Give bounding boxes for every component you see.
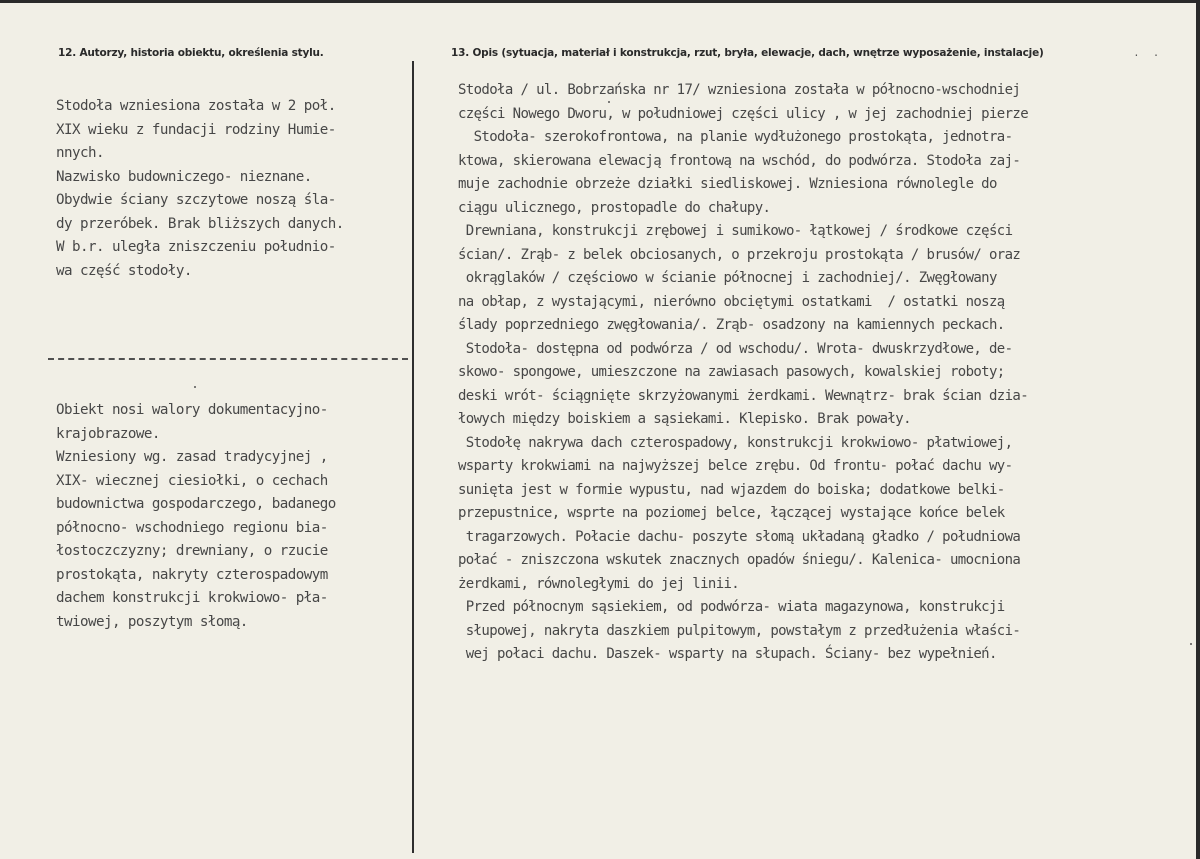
style-text-block bbox=[56, 399, 336, 634]
paper-speck bbox=[194, 386, 196, 388]
description-line: na obłap, z wystającymi, nierówno obciętymi ostatkami / ostatki noszą bbox=[458, 293, 1005, 310]
description-line: słupowej, nakryta daszkiem pulpitowym, powstałym z przedłużenia właści- bbox=[458, 622, 1021, 639]
style-line: łostoczczyzny; drewniany, o rzucie bbox=[56, 543, 328, 559]
description-line: wsparty krokwiami na najwyższej belce zrębu. Od frontu- połać dachu wy- bbox=[458, 458, 1013, 474]
description-line: deski wrót- ściągnięte skrzyżowanymi żerdkami. Wewnątrz- brak ścian dzia- bbox=[458, 387, 1029, 404]
description-line: przepustnice, wsprte na poziomej belce, łączącej wystające końce belek bbox=[458, 505, 1005, 521]
description-line: Przed północnym sąsiekiem, od podwórza- wiata magazynowa, konstrukcji bbox=[458, 599, 1005, 615]
history-line: Obydwie ściany szczytowe noszą śla- bbox=[56, 192, 336, 208]
description-line: ślady poprzedniego zwęgłowania/. Zrąb- osadzony na kamiennych peckach. bbox=[458, 317, 1005, 333]
style-line: północno- wschodniego regionu bia- bbox=[56, 519, 328, 536]
history-line: Nazwisko budowniczego- nieznane. bbox=[56, 168, 312, 185]
description-line: połać - zniszczona wskutek znacznych opadów śniegu/. Kalenica- umocniona bbox=[458, 552, 1021, 568]
history-text-block bbox=[56, 95, 344, 283]
description-line: Stodoła / ul. Bobrzańska nr 17/ wzniesiona została w północno-wschodniej bbox=[458, 82, 1021, 98]
section-13-heading: 13. Opis (sytuacja, materiał i konstrukcja, rzut, bryła, elewacje, dach, wnętrze wyposażenie, instalacje) bbox=[451, 47, 1044, 59]
description-line: ktowa, skierowana elewacją frontową na wschód, do podwórza. Stodoła zaj- bbox=[458, 152, 1021, 169]
style-line: prostokąta, nakryty czterospadowym bbox=[56, 566, 328, 583]
description-line: Stodołę nakrywa dach czterospadowy, konstrukcji krokwiowo- płatwiowej, bbox=[458, 434, 1013, 451]
description-line: tragarzowych. Połacie dachu- poszyte słomą układaną gładko / południowa bbox=[458, 528, 1021, 545]
style-line: twiowej, poszytym słomą. bbox=[56, 613, 248, 630]
section-12-heading: 12. Autorzy, historia obiektu, określenia stylu. bbox=[58, 47, 324, 59]
style-line: krajobrazowe. bbox=[56, 425, 160, 442]
description-line: ciągu ulicznego, prostopadle do chałupy. bbox=[458, 199, 771, 216]
history-line: wa część stodoły. bbox=[56, 262, 192, 279]
style-line: budownictwa gospodarczego, badanego bbox=[56, 496, 336, 512]
style-line: Wzniesiony wg. zasad tradycyjnej , bbox=[56, 449, 328, 465]
description-line: łowych między boiskiem a sąsiekami. Klepisko. Brak powały. bbox=[458, 411, 911, 427]
corner-mark: . . bbox=[1134, 45, 1164, 59]
column-divider bbox=[412, 61, 414, 853]
history-line: nnych. bbox=[56, 145, 104, 161]
style-line: dachem konstrukcji krokwiowo- pła- bbox=[56, 590, 328, 606]
style-line: XIX- wiecznej ciesiołki, o cechach bbox=[56, 472, 328, 489]
description-line: Drewniana, konstrukcji zrębowej i sumikowo- łątkowej / środkowe części bbox=[458, 223, 1013, 239]
description-line: części Nowego Dworu, w południowej części ulicy , w jej zachodniej pierze bbox=[458, 105, 1029, 122]
history-line: Stodoła wzniesiona została w 2 poł. bbox=[56, 98, 336, 114]
description-line: wej połaci dachu. Daszek- wsparty na słupach. Ściany- bez wypełnień. bbox=[458, 646, 997, 662]
description-line: okrąglaków / częściowo w ścianie północnej i zachodniej/. Zwęgłowany bbox=[458, 270, 997, 286]
description-line: skowo- spongowe, umieszczone na zawiasach pasowych, kowalskiej roboty; bbox=[458, 364, 1005, 380]
description-line: żerdkami, równoległymi do jej linii. bbox=[458, 575, 740, 592]
style-line: Obiekt nosi walory dokumentacyjno- bbox=[56, 402, 328, 418]
paper-speck bbox=[1190, 643, 1192, 645]
history-line: XIX wieku z fundacji rodziny Humie- bbox=[56, 121, 336, 138]
description-line: muje zachodnie obrzeże działki siedliskowej. Wzniesiona równolegle do bbox=[458, 176, 997, 192]
history-line: dy przeróbek. Brak bliższych danych. bbox=[56, 215, 344, 232]
description-line: Stodoła- dostępna od podwórza / od wschodu/. Wrota- dwuskrzydłowe, de- bbox=[458, 340, 1013, 357]
history-line: W b.r. uległa zniszczeniu południo- bbox=[56, 239, 336, 255]
description-line: sunięta jest w formie wypustu, nad wjazdem do boiska; dodatkowe belki- bbox=[458, 481, 1005, 498]
description-line: ścian/. Zrąb- z belek obciosanych, o przekroju prostokąta / brusów/ oraz bbox=[458, 246, 1021, 263]
description-text-block bbox=[458, 79, 1028, 667]
dashed-separator bbox=[48, 358, 408, 360]
description-line: Stodoła- szerokofrontowa, na planie wydłużonego prostokąta, jednotra- bbox=[458, 129, 1013, 145]
